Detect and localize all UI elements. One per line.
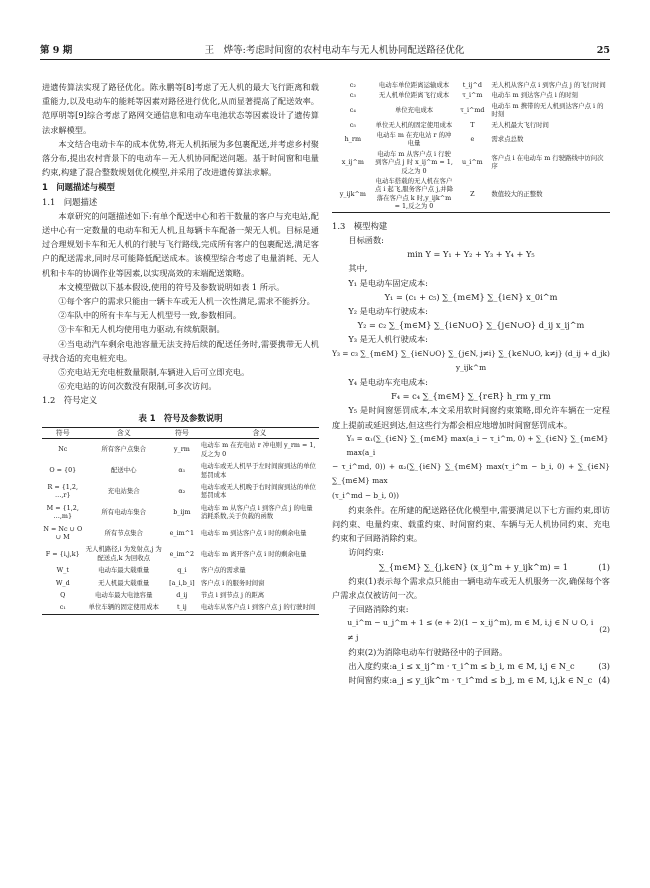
subsection-heading: 1.3 模型构建 [332,220,388,231]
table-cell: e_im^1 [169,528,195,537]
table-cell: 所有电动车集合 [101,507,147,516]
table-cell: 所有客户点集合 [101,445,147,454]
equation-number: (4) [598,675,610,686]
table-row [42,589,319,601]
table-header-cell: 符号 [164,427,200,438]
running-header [40,38,610,60]
table-cell: c₄ [349,106,356,115]
label: 时间窗约束: [348,675,393,686]
equation-y4: F₄ = c₄ ∑_{m∈M} ∑_{r∈R} h_rm y_rm [391,391,551,402]
equation-objective: min Y = Y₁ + Y₂ + Y₃ + Y₄ + Y₅ [407,249,535,260]
equation-number: (1) [598,561,610,572]
table-cell: 电动车最大电池容量 [94,590,153,599]
table-cell: 电动车 m 到达客户点 i 时的剩余电量 [200,528,307,537]
table-cell: τ_i^md [460,106,485,115]
table-row [42,543,319,564]
table-cell: t_ij^d [462,81,482,89]
assumption-item: ④当电动汽车剩余电池容量无法支持后续的配送任务时,需要携带无人机寻找合适的充电桩充电。 [42,338,319,363]
label: 子回路消除约束: [348,604,409,615]
table-cell: 电动车 m 在充电站 r 的冲电量 [376,131,452,148]
table-cell: 单位无人机的固定使用成本 [375,120,453,129]
table-row [42,564,319,576]
equation-y5-line: (τ_i^md − b_i, 0)) [332,490,399,500]
table-cell: e_im^2 [169,549,195,558]
table-header-cell: 含义 [200,427,319,438]
table-cell: y_ijk^m [339,189,366,198]
table-cell: R = {1,2, …,r} [47,482,79,500]
table-cell: 客户点的需求量 [200,566,246,575]
table-cell: q_i [177,566,187,575]
table-row [332,101,610,120]
equation-y5-line: Y₅ = α₁(∑_{i∈N} ∑_{m∈M} max(a_i − τ_i^m, 0) + ∑_{i∈N} ∑_{m∈M} max(a_i [346,433,609,457]
paragraph: 本章研究的问题描述如下:有单个配送中心和若干数量的客户与充电站,配送中心有一定数量的电动车和无人机,且每辆卡车配备一架无人机。目标是通过合理规划卡车和无人机的行驶与飞行路线,完成所有客户的包裹配送,满足客户的配送需求,同时尽可能降低配送成本。该模型综合考虑了电量消耗、无人机和卡车的协调作业等因素,以实现高效的末端配送策略。 [42,210,319,278]
table-cell: O = {0} [49,466,77,475]
table-cell: 所有节点集合 [104,528,143,537]
section-heading: 1 问题描述与模型 [42,182,115,193]
table-cell: 电动车 m 从客户点 i 到客户点 j 的电量消耗系数,关于负载的函数 [200,503,313,521]
subsection-heading: 1.1 问题描述 [42,196,98,207]
table-cell: c₅ [349,120,356,129]
equation-body: u_i^m − u_j^m + 1 ≤ (e + 2)(1 − x_ij^m), m ∈ M, i,j ∈ N ∪ O, i ≠ j [347,618,594,642]
table-row [42,460,319,481]
table-row [42,502,319,523]
table-cell: 充电站集合 [107,487,140,496]
table-cell: 无人机最大载重量 [98,578,150,587]
assumption-item: ⑤充电站无充电桩数量限制,车辆进入后可立即充电。 [58,367,250,378]
symbol-table-continued [332,80,610,213]
paragraph: 本文模型做以下基本假设,使用的符号及参数说明如表 1 所示。 [58,281,285,292]
paragraph: 约束(1)表示每个需求点只能由一辆电动车或无人机服务一次,确保每个客户需求点仅被访问一次。 [332,575,610,600]
table-row [332,80,610,90]
table-cell: M = {1,2, …,m} [46,503,79,521]
table-cell: c₂ [349,81,356,89]
table-cell: Q [60,590,66,599]
subsection-heading: 1.2 符号定义 [42,395,98,406]
running-title: 王 烨等:考虑时间窗的农村电动车与无人机协同配送路径优化 [204,45,465,56]
table-cell: 电动车单位距离运输成本 [378,81,450,89]
symbol-table [42,427,319,615]
table-row [332,120,610,130]
table-cell: T [470,120,475,129]
equation-body: ∑_{m∈M} ∑_{j,k∈N} (x_ij^m + y_ijk^m) = 1 [378,561,568,572]
equation-y2: Y₂ = c₂ ∑_{m∈M} ∑_{i∈N∪O} ∑_{j∈N∪O} d_ij x_ij^m [357,320,585,331]
table-row [42,601,319,614]
table-cell: W_d [55,578,70,587]
assumption-item: ①每个客户的需求只能由一辆卡车或无人机一次性满足,需求不能拆分。 [58,296,315,307]
left-column [42,80,319,615]
table-cell: 无人机路径,i 为发射点,j 为配送点,k 为回收点 [85,545,162,562]
table-row [332,149,610,176]
table-cell: 节点 i 到节点 j 的距离 [200,590,265,599]
table-row [42,481,319,502]
table-cell: F = {i,j,k} [45,549,80,558]
equation-2 [332,616,610,644]
table-cell: d_ij [176,590,188,599]
equation-y5-line: − τ_i^md, 0)) + α₂(∑_{i∈N} ∑_{m∈M} max(τ_i^m − b_i, 0) + ∑_{i∈N} ∑_{m∈M} max [332,462,610,486]
paragraph: 约束(2)为消除电动车行驶路径中的子回路。 [348,646,508,657]
table-cell: 单位车辆的固定使用成本 [88,603,159,612]
assumption-item: ③卡车和无人机均使用电力驱动,有续航限制。 [58,324,225,335]
table-cell: x_ij^m [341,158,364,167]
table-cell: 数值较大的正整数 [491,189,543,198]
table-cell: 电动车或无人机晚于右时间窗到达的单位惩罚成本 [200,482,316,500]
paragraph: 进遗传算法实现了路径优化。陈永鹏等[8]考虑了无人机的最大飞行距离和载重能力,以及电动车的能耗等因素对路径进行优化,从而显著提高了配送效率。范厚明等[9]综合考虑了路网交通信息和电动车电池状态等因素设计了遗传算法求解模型。 [42,82,319,135]
assumption-item: ②车队中的所有卡车与无人机型号一致,参数相同。 [58,310,242,321]
table-cell: c₃ [349,91,356,100]
table-cell: 电动车从客户点 i 到客户点 j 的行驶时间 [200,603,316,612]
table-cell: 电动车 m 从客户点 i 行驶到客户点 j 时 x_ij^m = 1,反之为 0 [375,149,453,175]
table-row [42,439,319,460]
label: Y₄ 是电动车充电成本: [348,376,428,387]
table-cell: 客户点 i 在电动车 m 行驶路线中访问次序 [491,154,604,171]
label: 出入度约束: [348,660,393,671]
table-cell: t_ij [176,603,187,612]
table-cell: b_ijm [173,507,191,516]
table-title: 表 1 符号及参数说明 [138,412,223,423]
equation-body: a_i ≤ x_ij^m · τ_i^m ≤ b_i, m ∈ M, i,j ∈ N_c [392,660,575,671]
table-row [42,523,319,544]
table-cell: 电动车 m 到达客户点 i 的时刻 [491,91,578,100]
equation-1 [332,560,610,574]
assumption-item: ⑥充电站的访问次数没有限制,可多次访问。 [58,381,217,392]
issue-number: 第 9 期 [40,45,73,56]
table-cell: 电动车 m 离开客户点 i 时的剩余电量 [200,549,307,558]
equation-y1: Y₁ = (c₁ + c₅) ∑_{m∈M} ∑_{i∈N} x_0i^m [384,291,558,302]
table-cell: 电动车搭载的无人机在客户点 i 起飞,服务客户点 j,并降落在客户点 k 时,y_ijk^m = 1,反之为 0 [374,177,454,211]
table-cell: 单位充电成本 [394,106,434,115]
table-row [332,90,610,100]
table-header-row [42,427,319,438]
table-cell: 客户点 i 的服务时间窗 [200,578,265,587]
table-cell: 配送中心 [110,466,137,475]
table-cell: [a_i,b_i] [169,578,195,587]
table-cell: τ_i^m [462,91,483,100]
table-row [42,577,319,589]
table-cell: W_t [56,566,69,575]
table-cell: N = Nc ∪ O ∪ M [43,524,83,541]
table-cell: e [470,135,475,144]
table-cell: 电动车 m 携带的无人机到达客户点 i 的时刻 [491,101,604,119]
table-cell: y_rm [173,445,190,454]
table-cell: 电动车或无人机早于左时间窗到达的单位惩罚成本 [200,462,316,479]
label: 其中, [348,263,368,274]
equation-4 [332,673,610,687]
table-row [332,176,610,212]
paragraph: Y₅ 是时间窗惩罚成本,本文采用软时间窗约束策略,即允许车辆在一定程度上提前或延迟到达,但这些行为都会相应地增加时间窗惩罚成本。 [332,405,610,430]
table-cell: Nc [58,445,68,454]
equation-number: (2) [599,625,610,635]
page-number: 25 [596,45,610,56]
equation-body: a_j ≤ y_ijk^m · τ_i^md ≤ b_j, m ∈ M, i,j,k ∈ N_c [392,675,593,686]
equation-number: (3) [598,660,610,671]
equation-3 [332,659,610,673]
table-header-cell: 符号 [42,427,84,438]
table-cell: Z [470,189,475,198]
table-row [332,130,610,149]
table-cell: 电动车最大载重量 [98,566,150,575]
table-cell: 无人机从客户点 i 到客户点 j 的飞行时间 [491,81,606,89]
table-cell: 无人机单位距离飞行成本 [378,91,450,100]
table-header-cell: 含义 [84,427,164,438]
table-cell: u_i^m [461,158,483,167]
paragraph: 约束条件。在所建的配送路径优化模型中,需要满足以下七方面约束,即访问约束、电量约束、载重约束、时间窗约束、车辆与无人机协同约束、充电约束和子回路消除约束。 [332,504,610,544]
table-cell: α₂ [178,487,186,496]
label: 访问约束: [348,547,384,558]
table-cell: h_rm [344,135,362,144]
table-cell: α₁ [178,466,186,475]
label: Y₂ 是电动车行驶成本: [348,305,428,316]
table-cell: 电动车 m 在充电站 r 冲电则 y_rm = 1,反之为 0 [200,441,316,458]
table-cell: c₁ [59,603,66,612]
label: Y₃ 是无人机行驶成本: [348,334,428,345]
label: 目标函数: [348,234,384,245]
table-cell: 无人机最大飞行时间 [491,120,549,129]
table-cell: 需求点总数 [491,135,524,144]
right-column [332,80,610,687]
paragraph: 本文结合电动卡车的成本优势,将无人机拓展为多包裹配送,并考虑乡村聚落分布,提出农村背景下的电动车－无人机协同配送问题。基于时间窗和电量约束,构建了混合整数规划优化模型,并采用了改进遗传算法求解。 [42,138,319,178]
label: Y₁ 是电动车固定成本: [348,277,428,288]
equation-y3: Y₃ = c₃ ∑_{m∈M} ∑_{i∈N∪O} ∑_{j∈N, j≠i} ∑_{k∈N∪O, k≠j} (d_ij + d_jk) y_ijk^m [332,348,610,372]
